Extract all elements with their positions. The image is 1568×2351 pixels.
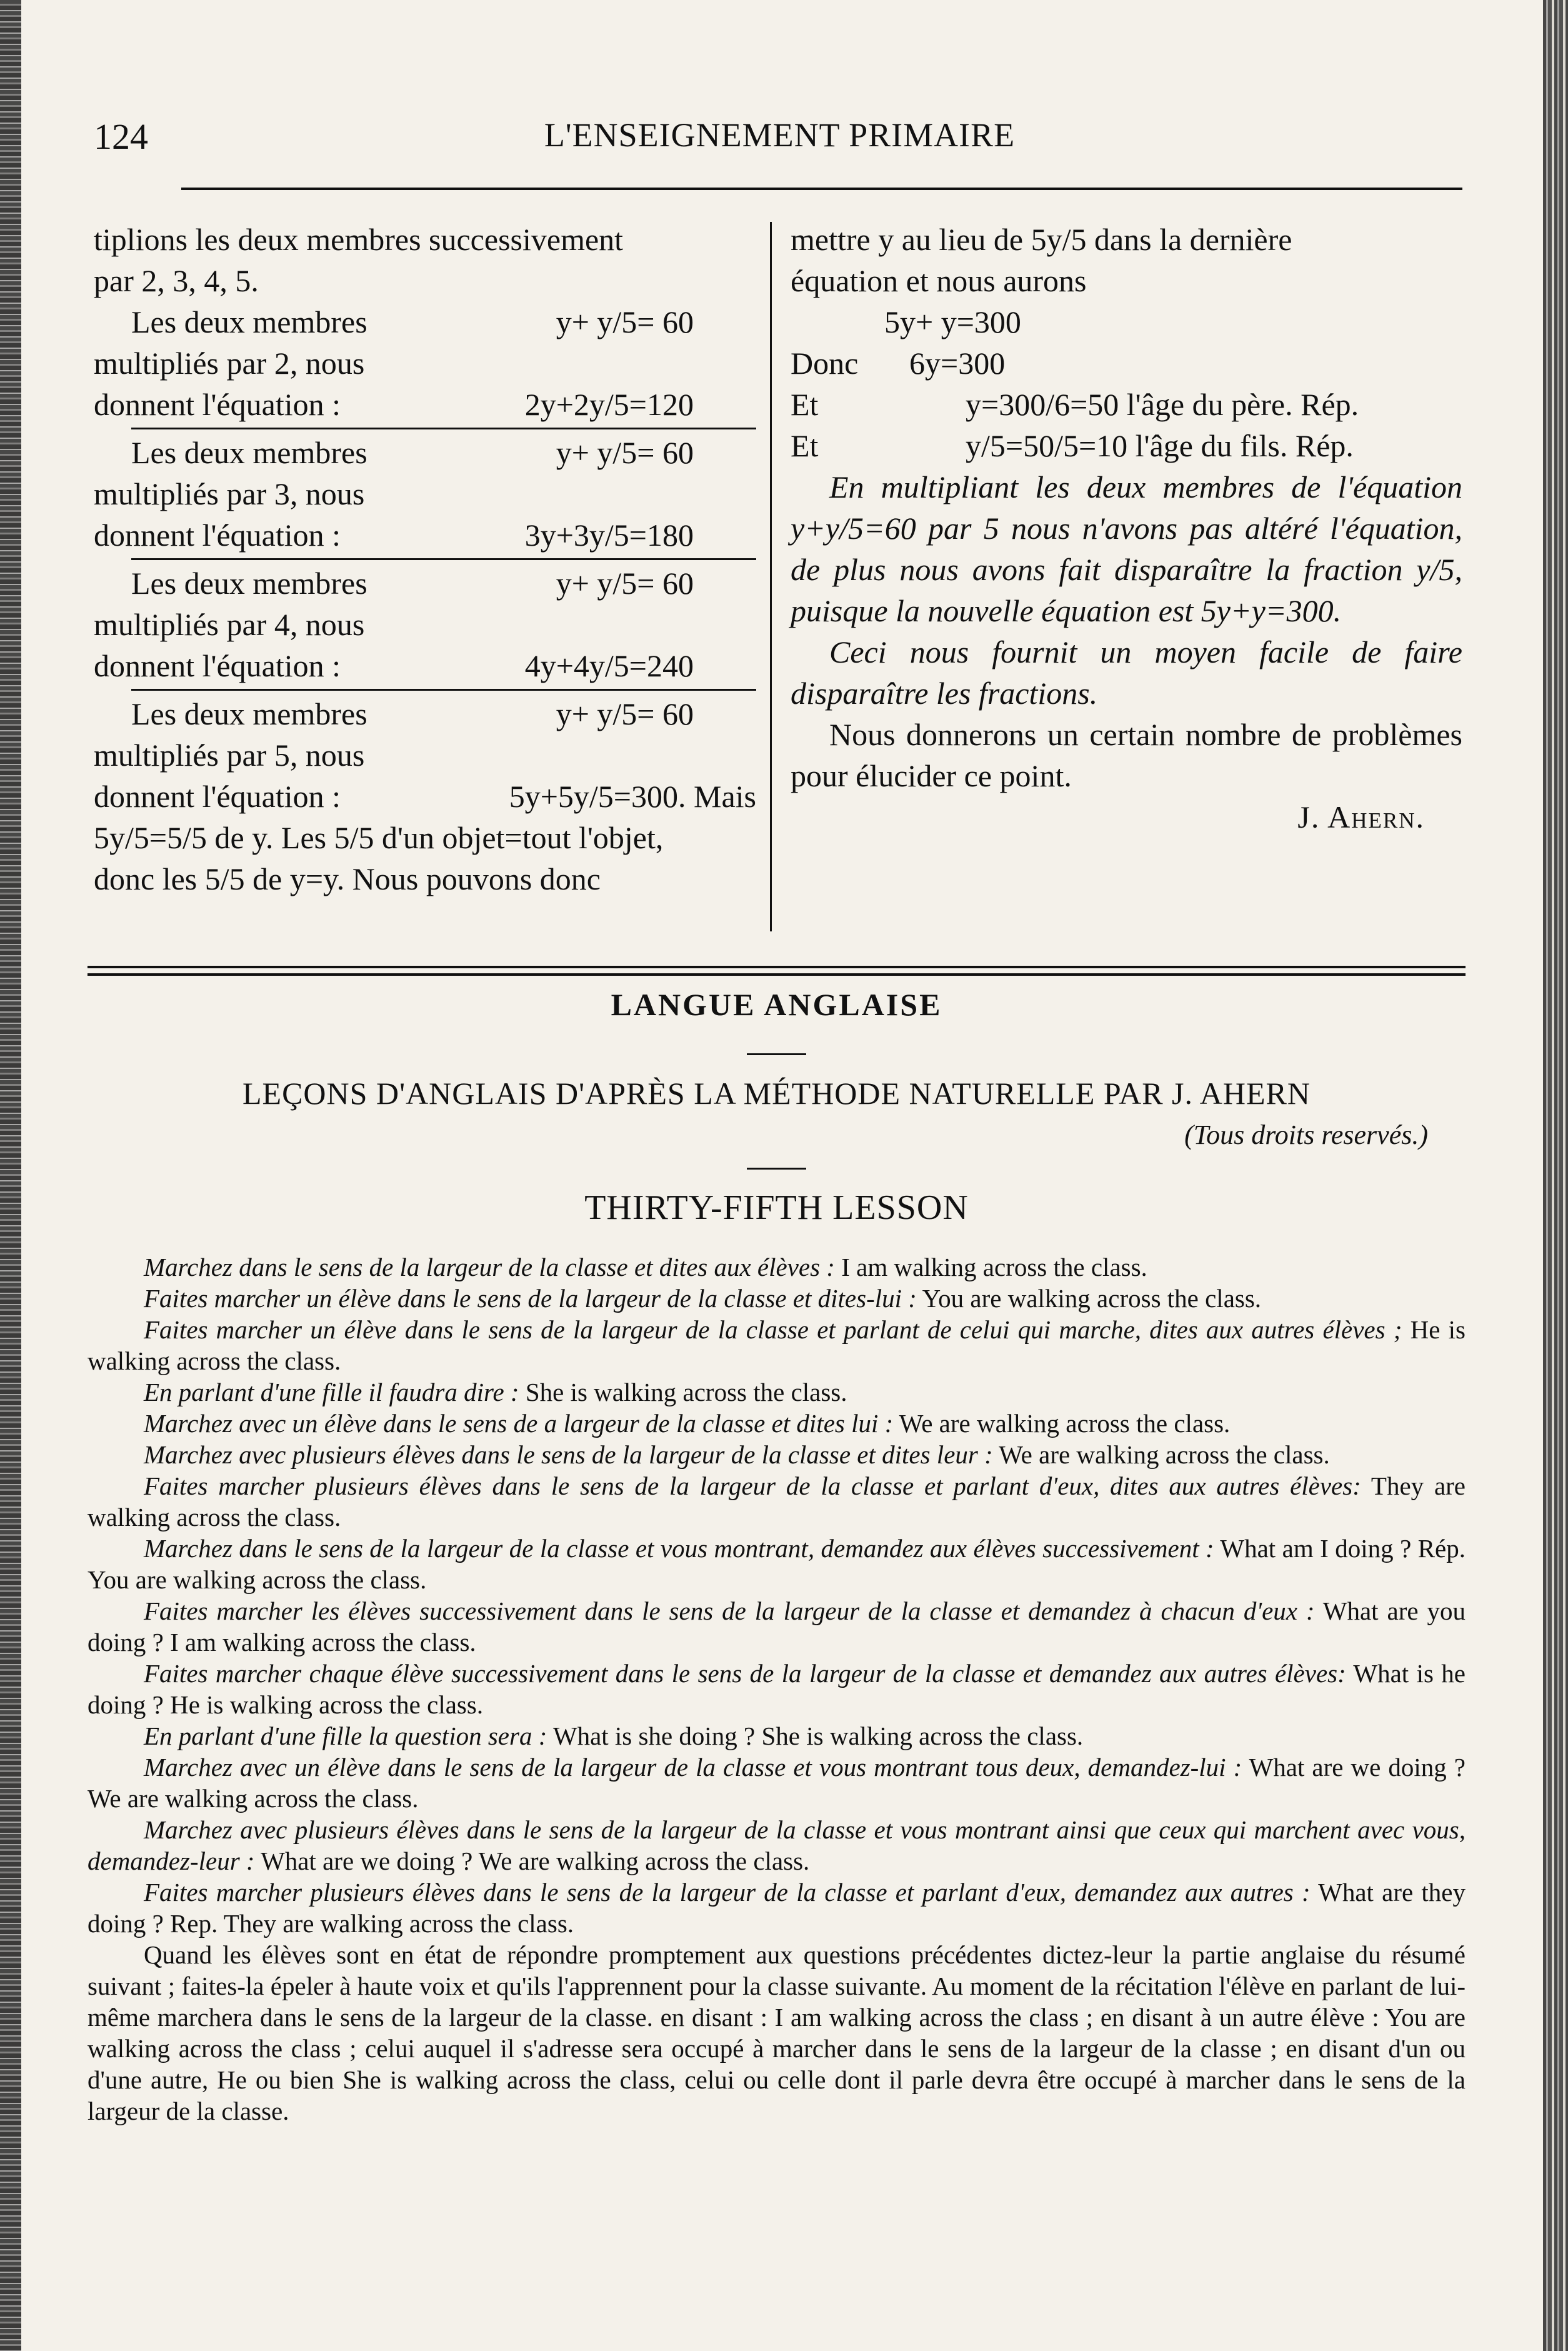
lesson-paragraph — [87, 1720, 1466, 1752]
lesson-paragraph — [87, 1814, 1466, 1877]
instruction-text: Faites marcher un élève dans le sens de la largeur de la classe et dites-lui : — [144, 1284, 917, 1313]
lesson-paragraph — [87, 1752, 1466, 1814]
lesson-paragraph — [87, 1439, 1466, 1470]
right-italic-para2: Ceci nous fournit un moyen facile de faire disparaître les fractions. — [791, 634, 1462, 711]
instruction-text: Faites marcher plusieurs élèves dans le sens de la largeur de la classe et parlant d'eux, demandez aux autres : — [144, 1878, 1311, 1907]
right-italic-para1: En multipliant les deux membres de l'équation y+y/5=60 par 5 nous n'avons pas altéré l'équation, de plus nous avons fait disparaître la fraction y/5, puisque la nouvelle équation est 5y+y=300. — [791, 469, 1462, 628]
instruction-text: Faites marcher plusieurs élèves dans le sens de la largeur de la classe et parlant d'eux, dites aux autres élèves: — [144, 1471, 1361, 1500]
block-text: multipliés par 3, nous — [94, 476, 365, 511]
lesson-paragraph — [87, 1283, 1466, 1314]
right-para3: Nous donnerons un certain nombre de problèmes pour élucider ce point. — [791, 717, 1462, 793]
left-tail-line1: 5y/5=5/5 de y. Les 5/5 d'un objet=tout l'objet, — [94, 820, 664, 855]
short-rule — [747, 1053, 806, 1055]
right-eq2: 6y=300 — [909, 346, 1006, 381]
eq-label: Donc — [791, 346, 859, 381]
english-text: We are walking across the class. — [992, 1440, 1330, 1469]
lesson-paragraph — [87, 1533, 1466, 1595]
instruction-text: Faites marcher un élève dans le sens de la largeur de la classe et parlant de celui qui marche, dites aux autres élèves ; — [144, 1315, 1402, 1344]
instruction-text: Marchez avec plusieurs élèves dans le sens de la largeur de la classe et vous montrant ainsi que ceux qui marchent avec vous, demandez-leur : — [87, 1815, 1466, 1875]
equation-block-1 — [94, 301, 756, 425]
block-equation: y+ y/5= 60 — [556, 304, 694, 339]
lesson-paragraph — [87, 1314, 1466, 1376]
english-text: You are walking across the class. — [916, 1284, 1262, 1313]
page-right-edge — [1543, 0, 1568, 2351]
eq-label: Et — [791, 387, 819, 422]
right-eq4: y/5=50/5=10 l'âge du fils. Rép. — [966, 428, 1354, 463]
english-text: He is walking across the class. — [87, 1315, 1466, 1375]
left-intro-line2: par 2, 3, 4, 5. — [94, 263, 259, 298]
lesson-paragraph — [87, 1658, 1466, 1720]
instruction-text: Marchez avec un élève dans le sens de la largeur de la classe et vous montrant tous deux, demandez-lui : — [144, 1753, 1242, 1782]
instruction-text: Marchez dans le sens de la largeur de la classe et vous montrant, demandez aux élèves successivement : — [144, 1534, 1214, 1563]
block-equation: y+ y/5= 60 — [556, 696, 694, 731]
block-equation: 4y+4y/5=240 — [524, 648, 694, 683]
left-intro-line1: tiplions les deux membres successivement — [94, 222, 624, 257]
page-header — [94, 116, 1466, 166]
block-separator — [131, 689, 756, 691]
block-equation: 2y+2y/5=120 — [524, 387, 694, 422]
english-text: What are we doing ? We are walking across the class. — [87, 1753, 1466, 1813]
block-text: Les deux membres — [131, 435, 367, 470]
left-column — [94, 219, 756, 900]
instruction-text: Marchez avec plusieurs élèves dans le sens de la largeur de la classe et dites leur : — [144, 1440, 993, 1469]
left-tail-line2: donc les 5/5 de y=y. Nous pouvons donc — [94, 861, 601, 896]
block-equation: y+ y/5= 60 — [556, 566, 694, 601]
english-text: She is walking across the class. — [519, 1378, 847, 1406]
block-separator — [131, 428, 756, 429]
instruction-text: Marchez dans le sens de la largeur de la classe et dites aux élèves : — [144, 1253, 835, 1281]
english-text: What am I doing ? Rép. You are walking across the class. — [87, 1534, 1466, 1594]
lesson-heading: THIRTY-FIFTH LESSON — [584, 1188, 969, 1227]
lesson-paragraph — [87, 1251, 1466, 1283]
author-signature: J. Ahern. — [1297, 800, 1425, 835]
lesson-series-title: LEÇONS D'ANGLAIS D'APRÈS LA MÉTHODE NATURELLE PAR J. AHERN — [242, 1076, 1311, 1111]
block-text: donnent l'équation : — [94, 387, 341, 422]
page-number: 124 — [94, 116, 148, 157]
section-title: LANGUE ANGLAISE — [611, 987, 942, 1022]
equation-block-2 — [94, 432, 756, 556]
instruction-text: En parlant d'une fille la question sera : — [144, 1722, 547, 1750]
english-text: What are we doing ? We are walking across the class. — [254, 1847, 810, 1875]
lesson-paragraph — [87, 1595, 1466, 1658]
equation-block-4 — [94, 693, 756, 817]
block-text: Les deux membres — [131, 566, 367, 601]
right-column — [791, 219, 1462, 838]
lesson-body — [87, 1251, 1466, 2127]
english-text: What are you doing ? I am walking across the class. — [87, 1597, 1466, 1657]
lesson-paragraph — [87, 1470, 1466, 1533]
instruction-text: Faites marcher les élèves successivement dans le sens de la largeur de la classe et demandez à chacun d'eux : — [144, 1597, 1315, 1625]
block-text: Les deux membres — [131, 696, 367, 731]
block-equation: 5y+5y/5=300. Mais — [509, 779, 756, 814]
lesson-paragraph — [87, 1376, 1466, 1408]
english-text: They are walking across the class. — [87, 1471, 1466, 1531]
page-binding-edge — [0, 0, 21, 2351]
block-separator — [131, 558, 756, 560]
instruction-text: En parlant d'une fille il faudra dire : — [144, 1378, 519, 1406]
english-text: What is he doing ? He is walking across the class. — [87, 1659, 1466, 1719]
block-text: multipliés par 5, nous — [94, 738, 365, 773]
english-text: What are they doing ? Rep. They are walking across the class. — [87, 1878, 1466, 1938]
block-text: multipliés par 2, nous — [94, 346, 365, 381]
english-text: What is she doing ? She is walking across the class. — [547, 1722, 1084, 1750]
right-line1: mettre y au lieu de 5y/5 dans la dernière — [791, 222, 1292, 257]
section-double-rule-top — [87, 966, 1466, 968]
rights-notice: (Tous droits reservés.) — [1184, 1120, 1428, 1150]
block-text: donnent l'équation : — [94, 779, 341, 814]
block-equation: y+ y/5= 60 — [556, 435, 694, 470]
right-eq3: y=300/6=50 l'âge du père. Rép. — [966, 387, 1359, 422]
english-text: We are walking across the class. — [893, 1409, 1231, 1438]
block-equation: 3y+3y/5=180 — [524, 518, 694, 553]
instruction-text: Faites marcher chaque élève successivement dans le sens de la largeur de la classe et demandez aux autres élèves: — [144, 1659, 1346, 1688]
instruction-text: Marchez avec un élève dans le sens de a largeur de la classe et dites lui : — [144, 1409, 894, 1438]
short-rule — [747, 1168, 806, 1170]
column-divider — [770, 222, 772, 931]
lesson-paragraph — [87, 1877, 1466, 1939]
right-line2: équation et nous aurons — [791, 263, 1087, 298]
section-double-rule-bottom — [87, 973, 1466, 976]
block-text: donnent l'équation : — [94, 648, 341, 683]
closing-paragraph: Quand les élèves sont en état de répondre promptement aux questions précédentes dictez-leur la partie anglaise du résumé suivant ; faites-la épeler à haute voix et qu'ils l'apprennent pour la classe suivante. Au moment de la récitation l'élève en parlant de lui-même marchera dans le sens de la largeur de la classe. en disant : I am walking across the class ; en disant à un autre élève : You are walking across the class ; celui auquel il s'adresse sera occupé à marcher dans le sens de la largeur de la classe ; en disant d'un ou d'une autre, He ou bien She is walking across the class, celui ou celle dont il parle devra être occupé à marcher dans le sens de la largeur de la classe. — [87, 1940, 1466, 2125]
running-head: L'ENSEIGNEMENT PRIMAIRE — [544, 116, 1016, 154]
english-text: I am walking across the class. — [834, 1253, 1147, 1281]
lesson-paragraph — [87, 1408, 1466, 1439]
block-text: Les deux membres — [131, 304, 367, 339]
right-eq1: 5y+ y=300 — [884, 304, 1021, 339]
eq-label: Et — [791, 428, 819, 463]
header-rule — [181, 188, 1462, 190]
block-text: multipliés par 4, nous — [94, 607, 365, 642]
block-text: donnent l'équation : — [94, 518, 341, 553]
equation-block-3 — [94, 563, 756, 686]
